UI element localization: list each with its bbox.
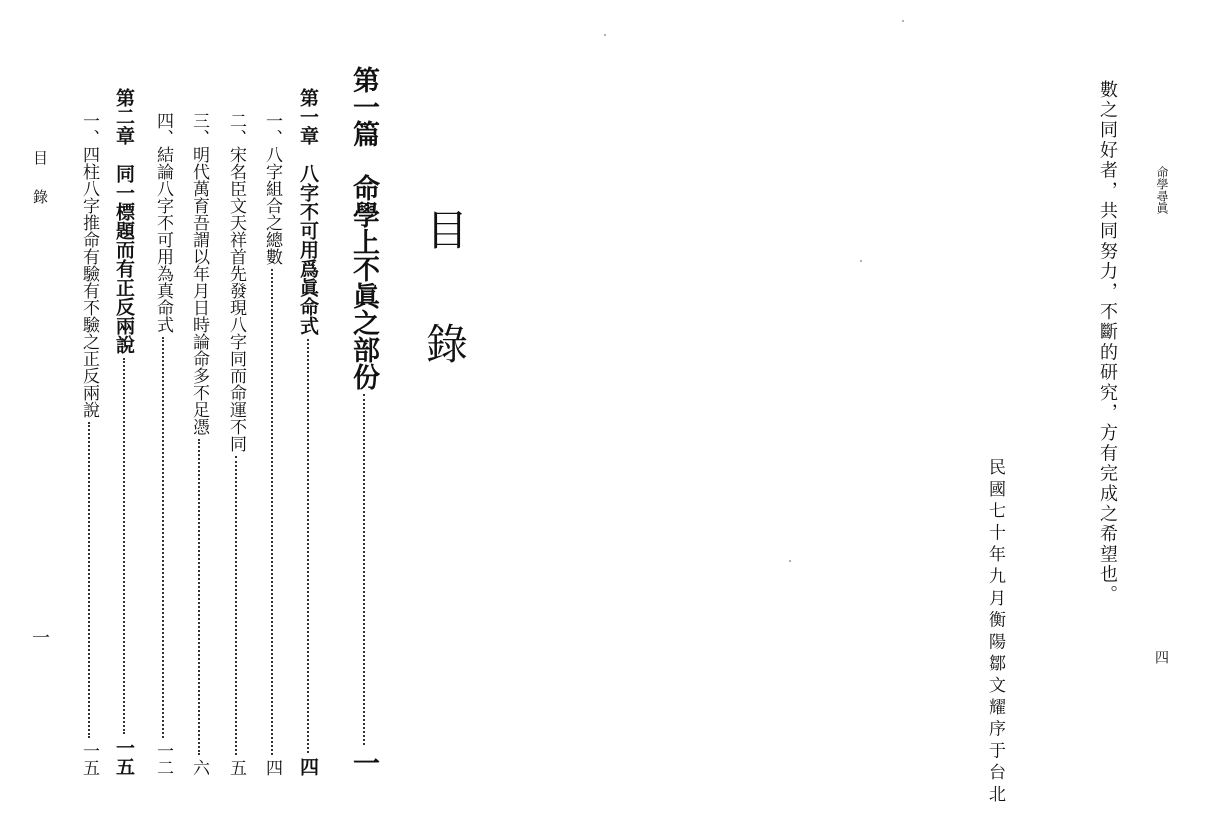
toc-entry-page: 一二 bbox=[153, 742, 173, 776]
dotted-leader bbox=[271, 269, 273, 755]
toc-entry-section-1-4[interactable] bbox=[154, 112, 171, 776]
toc-entry-page: 六 bbox=[189, 759, 209, 776]
preface-signature: 民國七十年九月衡陽鄒文耀序于台北 bbox=[985, 458, 1005, 807]
toc-entry-section-2-1[interactable] bbox=[80, 112, 97, 776]
dotted-leader bbox=[88, 422, 90, 738]
toc-entry-label: 第一篇 命學上不眞之部份 bbox=[348, 66, 379, 390]
dotted-leader bbox=[123, 358, 125, 734]
toc-entry-label: 二、宋名臣文天祥首先發現八字同而命運不同 bbox=[226, 112, 246, 452]
toc-entry-page: 四 bbox=[262, 759, 282, 776]
toc-entry-label: 四、結論八字不可用為真命式 bbox=[153, 112, 173, 333]
toc-entry-section-1-3[interactable] bbox=[190, 112, 207, 776]
dotted-leader bbox=[235, 456, 237, 755]
toc-entry-label: 三、明代萬育吾謂以年月日時論命多不足憑 bbox=[189, 112, 209, 435]
toc-entry-page: 一五 bbox=[113, 738, 135, 776]
toc-entry-label: 一、八字組合之總數 bbox=[262, 112, 282, 265]
toc-entry-chapter-2[interactable] bbox=[114, 88, 133, 776]
toc-entry-page: 一 bbox=[348, 749, 379, 776]
running-header: 目錄 bbox=[31, 150, 49, 228]
dotted-leader bbox=[162, 337, 164, 738]
folio: 四 bbox=[1153, 650, 1169, 664]
toc-entry-section-1-2[interactable] bbox=[227, 112, 244, 776]
toc-entry-chapter-1[interactable] bbox=[298, 88, 317, 776]
toc-entry-label: 一、四柱八字推命有驗有不驗之正反兩說 bbox=[79, 112, 99, 418]
dotted-leader bbox=[363, 394, 365, 745]
scan-speck bbox=[789, 560, 791, 562]
toc-entry-page: 五 bbox=[226, 759, 246, 776]
dotted-leader bbox=[307, 339, 309, 753]
toc-entry-part-1[interactable] bbox=[350, 66, 377, 776]
scan-speck bbox=[902, 20, 904, 22]
toc-entry-label: 第二章 同一標題而有正反兩說 bbox=[113, 88, 135, 354]
dotted-leader bbox=[198, 439, 200, 755]
toc-entry-page: 一五 bbox=[79, 742, 99, 776]
running-header: 命學尋眞 bbox=[1155, 166, 1169, 214]
toc-entry-section-1-1[interactable] bbox=[263, 112, 280, 776]
preface-body-line: 數之同好者，共同努力，不斷的研究，方有完成之希望也。 bbox=[1097, 80, 1118, 606]
scan-speck bbox=[860, 260, 862, 262]
scan-speck bbox=[604, 34, 606, 36]
toc-entry-label: 第一章 八字不可用爲眞命式 bbox=[297, 88, 319, 335]
folio: 一 bbox=[29, 628, 50, 646]
toc-entry-page: 四 bbox=[297, 757, 319, 776]
page-title: 目錄 bbox=[420, 208, 469, 436]
